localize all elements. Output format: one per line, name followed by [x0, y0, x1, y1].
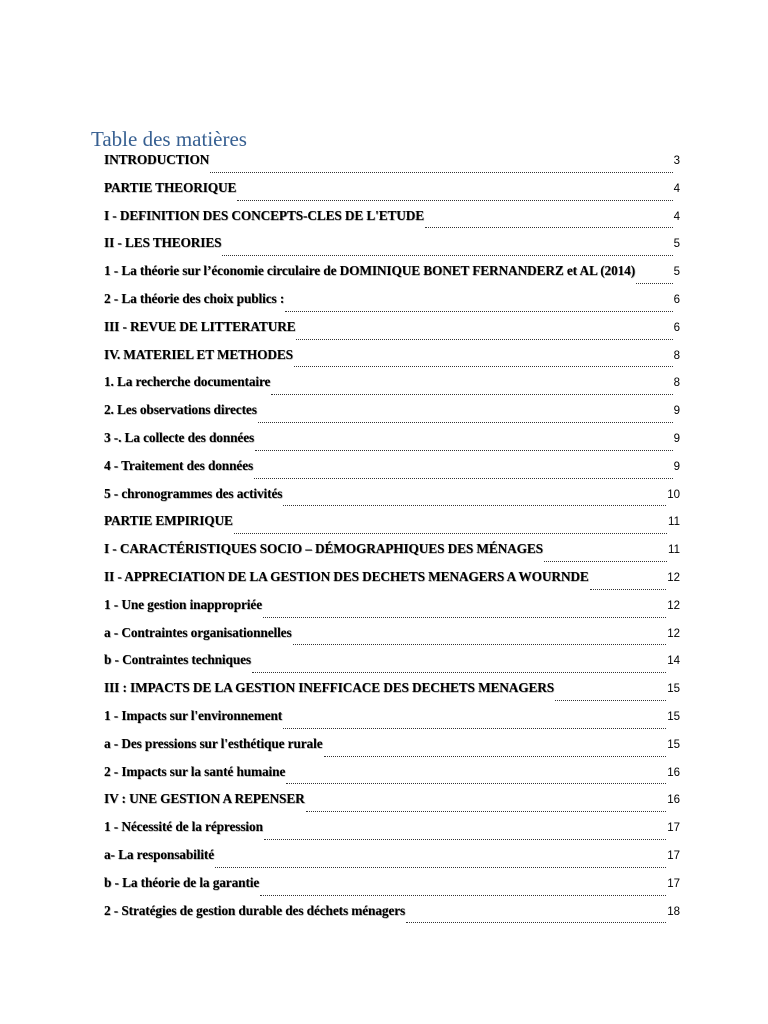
dot-leader: [544, 547, 667, 562]
toc-entry-page-number: 12: [667, 599, 680, 612]
toc-entry-text: 2 - Stratégies de gestion durable des déchets ménagers: [104, 902, 406, 918]
toc-entry-page-number: 15: [667, 738, 680, 751]
toc-entry-text: 1 - La théorie sur l’économie circulaire de DOMINIQUE BONET FERNANDERZ et AL (2014): [104, 263, 636, 279]
toc-entry-page-number: 5: [673, 266, 680, 279]
toc-entry-page-number: 4: [673, 210, 680, 223]
toc-entry[interactable]: [104, 676, 680, 704]
toc-entry-page-number: 9: [673, 405, 680, 418]
dot-leader: [215, 853, 666, 868]
toc-entry-page-number: 18: [667, 905, 680, 918]
toc-entry[interactable]: [104, 593, 680, 621]
toc-entry[interactable]: [104, 454, 680, 482]
toc-entry[interactable]: [104, 537, 680, 565]
dot-leader: [406, 908, 666, 923]
toc-entry-text: IV : UNE GESTION A REPENSER: [104, 791, 305, 807]
toc-entry-page-number: 3: [673, 155, 680, 167]
dot-leader: [260, 881, 666, 896]
dot-leader: [210, 158, 672, 173]
toc-entry-text: II - LES THEORIES: [104, 235, 222, 251]
toc-entry[interactable]: [104, 871, 680, 899]
toc-entry[interactable]: [104, 343, 680, 371]
toc-entry-text: a- La responsabilité: [104, 846, 215, 862]
dot-leader: [555, 686, 666, 701]
toc-entry-page-number: 17: [667, 877, 680, 890]
toc-entry-text: I - DEFINITION DES CONCEPTS-CLES DE L'ETUDE: [104, 207, 425, 223]
toc-entry[interactable]: [104, 760, 680, 788]
toc-entry-text: 4 - Traitement des données: [104, 457, 254, 473]
toc-entry-text: INTRODUCTION: [104, 152, 210, 167]
toc-entry[interactable]: [104, 176, 680, 204]
toc-entry-text: 5 - chronogrammes des activités: [104, 485, 283, 501]
toc-entry[interactable]: [104, 287, 680, 315]
toc-entry-page-number: 9: [673, 432, 680, 445]
dot-leader: [324, 742, 667, 757]
toc-entry-text: a - Contraintes organisationnelles: [104, 624, 292, 640]
toc-entry-page-number: 10: [667, 488, 680, 501]
toc-entry[interactable]: [104, 732, 680, 760]
toc-entry[interactable]: [104, 259, 680, 287]
dot-leader: [294, 352, 673, 367]
toc-entry[interactable]: [104, 370, 680, 398]
toc-entry[interactable]: [104, 482, 680, 510]
toc-entry-page-number: 6: [673, 293, 680, 306]
dot-leader: [283, 491, 666, 506]
toc-entry-page-number: 9: [673, 460, 680, 473]
toc-entry-text: b - Contraintes techniques: [104, 652, 251, 668]
toc-entry-page-number: 11: [668, 544, 680, 557]
toc-entry-page-number: 12: [667, 627, 680, 640]
dot-leader: [234, 519, 667, 534]
toc-entry[interactable]: [104, 648, 680, 676]
dot-leader: [285, 297, 672, 312]
toc-entry-text: 2 - Impacts sur la santé humaine: [104, 763, 286, 779]
toc-entry[interactable]: [104, 565, 680, 593]
toc-entry-text: 3 -. La collecte des données: [104, 429, 255, 445]
toc-entry[interactable]: [104, 204, 680, 232]
toc-entry[interactable]: [104, 315, 680, 343]
toc-entry[interactable]: [104, 148, 680, 176]
toc-entry-text: 1. La recherche documentaire: [104, 374, 271, 390]
toc-entry[interactable]: [104, 231, 680, 259]
toc-entry[interactable]: [104, 815, 680, 843]
dot-leader: [252, 658, 666, 673]
toc-entry-page-number: 8: [673, 349, 680, 362]
toc-entry-text: PARTIE EMPIRIQUE: [104, 513, 233, 529]
toc-entry[interactable]: [104, 704, 680, 732]
toc-entry-text: 2 - La théorie des choix publics :: [104, 290, 285, 306]
toc-entry-page-number: 8: [673, 377, 680, 390]
dot-leader: [264, 825, 666, 840]
toc-entry[interactable]: [104, 426, 680, 454]
toc-entry-page-number: 5: [673, 238, 680, 251]
toc-entry[interactable]: [104, 843, 680, 871]
toc-entry-page-number: 17: [667, 849, 680, 862]
dot-leader: [286, 769, 666, 784]
dot-leader: [258, 408, 673, 423]
toc-entry[interactable]: [104, 398, 680, 426]
toc-entry-text: 1 - Impacts sur l'environnement: [104, 707, 283, 723]
dot-leader: [237, 186, 672, 201]
toc-entry[interactable]: [104, 509, 680, 537]
dot-leader: [254, 464, 673, 479]
toc-entry-page-number: 12: [667, 571, 680, 584]
toc-entry-page-number: 16: [667, 794, 680, 807]
toc-entry-text: PARTIE THEORIQUE: [104, 179, 237, 195]
dot-leader: [296, 325, 672, 340]
toc-entry-text: b - La théorie de la garantie: [104, 874, 260, 890]
toc-entry-text: 2. Les observations directes: [104, 402, 257, 418]
dot-leader: [306, 797, 667, 812]
toc-entry-text: a - Des pressions sur l'esthétique rurale: [104, 735, 323, 751]
dot-leader: [425, 213, 673, 228]
dot-leader: [283, 714, 666, 729]
toc-entry-page-number: 6: [673, 321, 680, 334]
toc-entry-page-number: 11: [668, 516, 680, 529]
toc-entry-text: III : IMPACTS DE LA GESTION INEFFICACE DES DECHETS MENAGERS: [104, 680, 555, 696]
dot-leader: [263, 603, 666, 618]
dot-leader: [293, 630, 667, 645]
dot-leader: [222, 241, 672, 256]
toc-title: Table des matières: [91, 127, 247, 151]
toc-entry[interactable]: [104, 899, 680, 927]
toc-entry-page-number: 15: [667, 683, 680, 696]
toc-entry-text: III - REVUE DE LITTERATURE: [104, 318, 296, 334]
toc-entry-text: I - CARACTÉRISTIQUES SOCIO – DÉMOGRAPHIQUES DES MÉNAGES: [104, 541, 543, 557]
toc-entry-text: 1 - Une gestion inappropriée: [104, 596, 262, 612]
toc-entry[interactable]: [104, 787, 680, 815]
dot-leader: [636, 269, 673, 284]
toc-entry-page-number: 4: [673, 182, 680, 195]
dot-leader: [255, 436, 672, 451]
toc-entry-page-number: 16: [667, 766, 680, 779]
toc-entry-page-number: 15: [667, 710, 680, 723]
toc-entry-text: IV. MATERIEL ET METHODES: [104, 346, 293, 362]
toc-entry-text: II - APPRECIATION DE LA GESTION DES DECHETS MENAGERS A WOURNDE: [104, 568, 589, 584]
toc-entry[interactable]: [104, 621, 680, 649]
toc-entry-page-number: 14: [667, 655, 680, 668]
toc-entry-text: 1 - Nécessité de la répression: [104, 819, 263, 835]
toc-entry-page-number: 17: [667, 822, 680, 835]
dot-leader: [590, 575, 667, 590]
dot-leader: [271, 380, 672, 395]
toc-list: [104, 148, 680, 926]
